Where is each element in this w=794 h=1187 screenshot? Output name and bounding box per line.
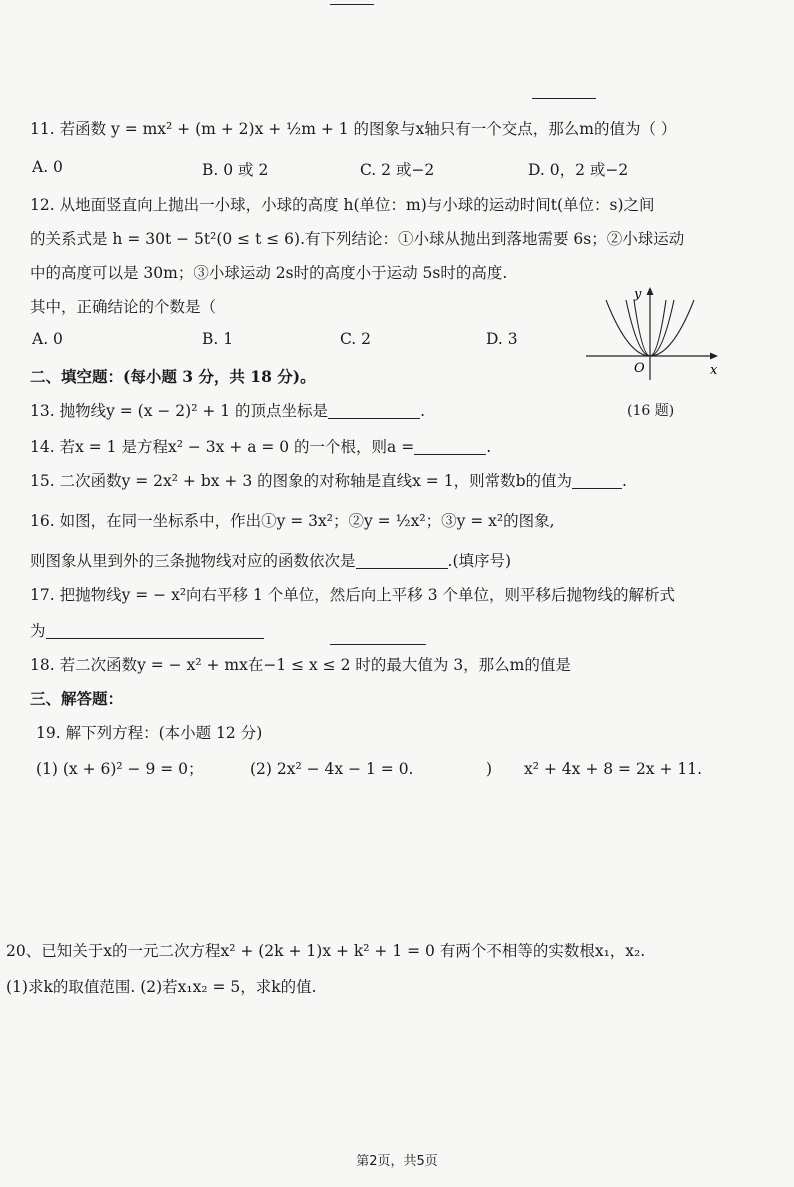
section-3-heading: 三、解答题： [30,689,124,708]
parabola-figure [582,284,722,384]
question-16-line-2 [30,550,511,572]
x-axis-arrow [710,353,718,360]
q16-answer-blank[interactable] [356,552,448,569]
question-13: 13. 抛物线y = (x − 2)² + 1 的顶点坐标是 . [30,402,425,420]
q16-end: .(填序号) [447,552,512,570]
top-pen-mark [330,4,374,5]
section-2-heading: 二、填空题：(每小题 3 分，共 18 分)。 [30,367,316,386]
page-number: 第2页，共5页 [356,1154,438,1169]
question-12-choices [30,330,550,352]
question-16-text: 则图象从里到外的三条抛物线对应的函数依次是 [30,552,356,570]
q14-answer-blank[interactable] [414,438,486,455]
question-12-line-1: 12. 从地面竖直向上抛出一小球，小球的高度 h(单位：m)与小球的运动时间t(单位：s)之间 [30,196,655,214]
q15-end: . [622,472,627,490]
q13-answer-blank[interactable] [328,402,420,419]
q15-answer-blank[interactable] [572,472,622,489]
question-17-line-1: 17. 把抛物线y = − x²向右平移 1 个单位，然后向上平移 3 个单位，则平移后抛物线的解析式 [30,586,675,604]
q14-end: . [486,438,492,456]
question-12-line-2: 的关系式是 h = 30t − 5t²(0 ≤ t ≤ 6).有下列结论：①小球从抛出到落地需要 6s；②小球运动 [30,230,685,248]
question-14-text: 14. 若x = 1 是方程x² − 3x + a = 0 的一个根，则a = [30,438,415,456]
y-axis-arrow [647,287,654,295]
question-14 [30,436,491,458]
q12-option-b: B. 1 [202,330,234,348]
question-19-part-2: (2) 2x² − 4x − 1 = 0. [250,760,414,778]
q12-option-c: C. 2 [340,330,372,348]
q12-option-d: D. 3 [486,330,518,348]
origin-label: O [634,361,645,376]
x-axis-label: x [710,363,718,378]
question-13-text: 13. 抛物线y = (x − 2)² + 1 的顶点坐标是 [30,402,329,420]
y-axis-label: y [634,287,642,302]
question-12-line-3: 中的高度可以是 30m；③小球运动 2s时的高度小于运动 5s时的高度. [30,264,508,282]
question-11-choices [30,158,650,180]
q17-answer-blank[interactable] [46,622,264,639]
question-20-line-2: (1)求k的取值范围. (2)若x₁x₂ = 5，求k的值. [6,978,317,996]
question-12-line-4: 其中，正确结论的个数是（ [30,298,217,316]
question-16-line-1: 16. 如图，在同一坐标系中，作出①y = 3x²；②y = ½x²；③y = x²的图象, [30,512,555,530]
q11-option-b: B. 0 或 2 [202,161,269,179]
question-19-title: 19. 解下列方程：(本小题 12 分) [36,724,263,742]
pen-mark-q18 [330,644,426,645]
question-19-part-3: x² + 4x + 8 = 2x + 11. [524,760,703,778]
figure-caption: (16 题) [627,403,675,419]
question-15 [30,470,627,492]
pen-mark-right [532,98,596,99]
q12-option-a: A. 0 [32,330,63,348]
question-19-part-3-paren: ) [486,760,493,778]
q11-option-a: A. 0 [32,158,63,176]
question-17-line-2 [30,620,264,642]
question-19-part-1: (1) (x + 6)² − 9 = 0； [36,760,204,778]
question-11: 11. 若函数 y = mx² + (m + 2)x + ½m + 1 的图象与x轴只有一个交点，那么m的值为（ ） [30,120,677,138]
question-20-line-1: 20、已知关于x的一元二次方程x² + (2k + 1)x + k² + 1 = 0 有两个不相等的实数根x₁，x₂. [6,942,646,960]
q11-option-c: C. 2 或−2 [360,161,435,179]
question-17-prefix: 为 [30,622,46,640]
question-18: 18. 若二次函数y = − x² + mx在−1 ≤ x ≤ 2 时的最大值为 3，那么m的值是 [30,656,571,674]
question-15-text: 15. 二次函数y = 2x² + bx + 3 的图象的对称轴是直线x = 1，则常数b的值为 [30,472,572,490]
q11-option-d: D. 0，2 或−2 [528,161,629,179]
